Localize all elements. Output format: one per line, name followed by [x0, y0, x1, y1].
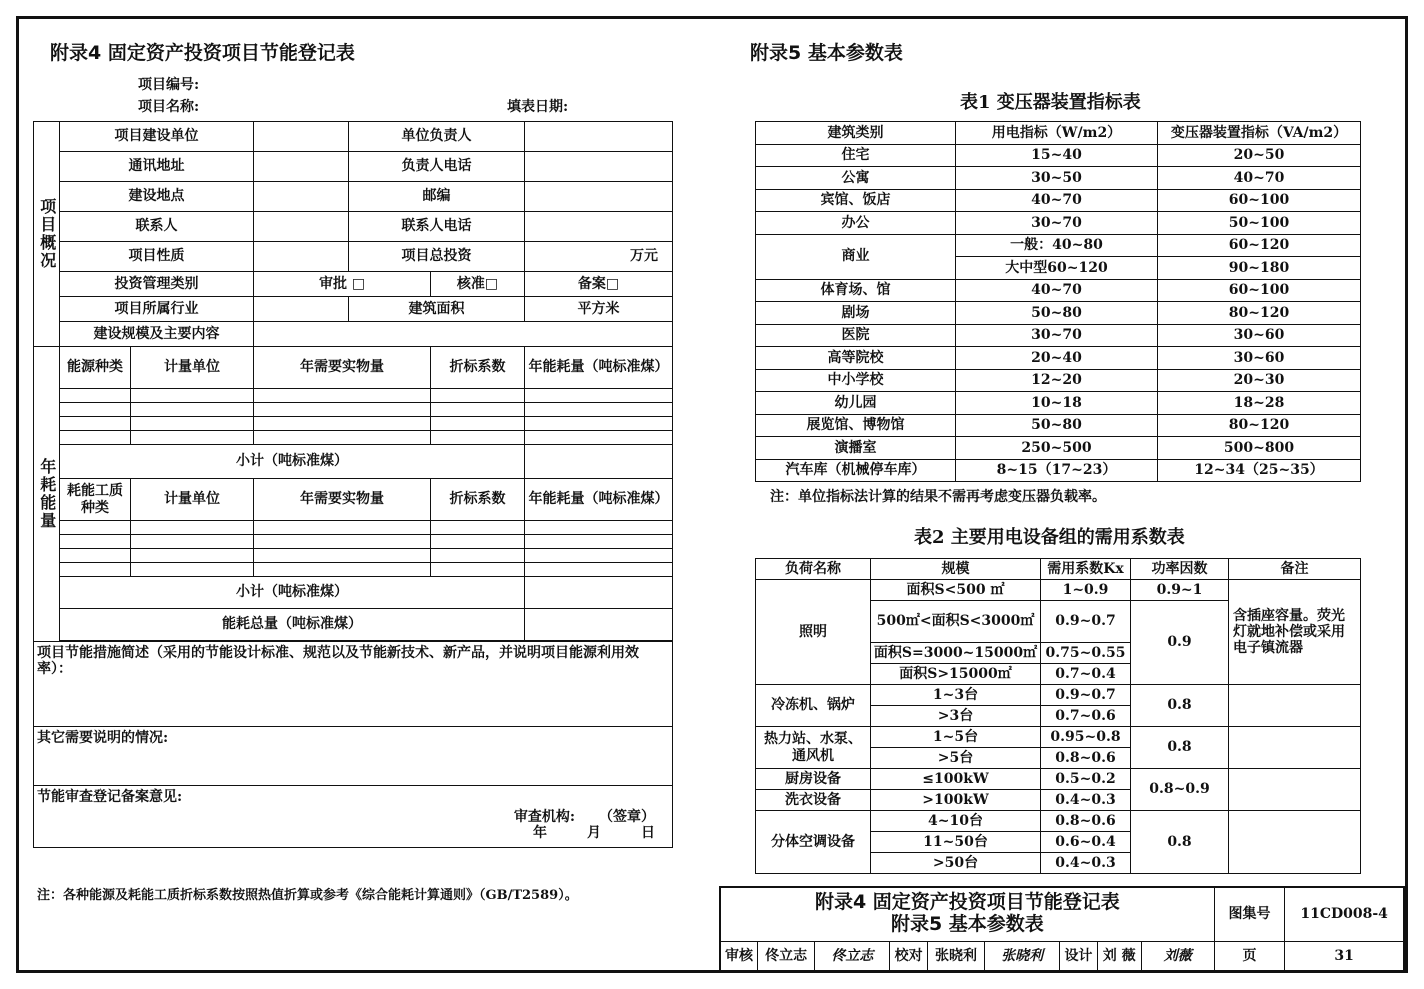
t2-scale: 500㎡<面积S<3000㎡	[871, 601, 1041, 643]
t1-transformer: 60~100	[1158, 189, 1361, 212]
ac-pf: 0.8	[1131, 811, 1229, 874]
t1-type: 医院	[756, 324, 956, 347]
project-name-label: 项目名称:	[138, 99, 200, 115]
energy-cell[interactable]	[131, 417, 254, 431]
medium-kind-header: 耗能工质种类	[60, 479, 131, 521]
checker-name: 张晓利	[927, 941, 984, 971]
table1-note: 注：单位指标法计算的结果不需再考虑变压器负载率。	[770, 489, 1106, 505]
t1-type: 高等院校	[756, 347, 956, 370]
t1-load: 一般：40~80	[956, 234, 1158, 257]
t1-type: 住宅	[756, 144, 956, 167]
energy-kind-header: 能源种类	[60, 347, 131, 389]
energy-cell[interactable]	[431, 431, 525, 445]
medium-cell[interactable]	[131, 521, 254, 535]
title-block-titles	[720, 887, 1214, 941]
review-opinion-field[interactable]	[34, 786, 673, 848]
measures-field[interactable]: 项目节能措施简述（采用的节能设计标准、规范以及节能新技术、新产品，并说明项目能源利用效率）：	[34, 642, 673, 727]
left-footnote: 注：各种能源及耗能工质折标系数按照热值折算或参考《综合能耗计算通则》（GB/T2589）。	[37, 888, 578, 903]
industry-label: 项目所属行业	[60, 297, 254, 322]
energy-cell[interactable]	[431, 403, 525, 417]
t2-scale: 4~10台	[871, 811, 1041, 832]
t2-scale: 面积S=3000~15000㎡	[871, 643, 1041, 664]
t1-transformer: 90~180	[1158, 257, 1361, 280]
head-phone-label: 负责人电话	[349, 152, 525, 182]
title-block-title2: 附录5 基本参数表	[890, 913, 1044, 936]
t1-type: 幼儿园	[756, 392, 956, 415]
energy-label: 年耗能量	[34, 347, 60, 642]
appendix5-title: 附录5 基本参数表	[750, 42, 903, 64]
t1-load: 50~80	[956, 302, 1158, 325]
laundry-kx: 0.4~0.3	[1041, 790, 1131, 811]
contact-phone-value[interactable]	[525, 212, 673, 242]
table2-caption: 表2 主要用电设备组的需用系数表	[914, 527, 1185, 548]
review-org-label: 审查机构:	[513, 809, 576, 826]
scale-label: 建设规模及主要内容	[60, 322, 254, 347]
energy-subtotal-label: 小计（吨标准煤）	[60, 445, 525, 479]
checker-signature: 张晓利	[985, 941, 1060, 971]
medium-unit-header: 计量单位	[131, 479, 254, 521]
t1-load: 大中型60~120	[956, 257, 1158, 280]
medium-annual-header: 年能耗量（吨标准煤）	[525, 479, 673, 521]
review-role-label: 审核	[720, 941, 758, 971]
transformer-table	[755, 121, 1361, 482]
chiller-label: 冷冻机、锅炉	[756, 685, 871, 727]
nature-label: 项目性质	[60, 242, 254, 272]
t1-type: 剧场	[756, 302, 956, 325]
address-value[interactable]	[254, 152, 349, 182]
t1-type: 宾馆、饭店	[756, 189, 956, 212]
medium-cell[interactable]	[254, 563, 431, 577]
t2-kx: 0.8~0.6	[1041, 811, 1131, 832]
t1-type: 商业	[756, 234, 956, 279]
medium-cell[interactable]	[60, 535, 131, 549]
review-label: 节能审查登记备案意见:	[37, 789, 183, 805]
medium-cell[interactable]	[131, 549, 254, 563]
t2-kx: 0.6~0.4	[1041, 832, 1131, 853]
energy-cell[interactable]	[131, 431, 254, 445]
kitchen-kx: 0.5~0.2	[1041, 769, 1131, 790]
t1-header-load: 用电指标（W/m2）	[956, 122, 1158, 145]
t2-kx: 0.9~0.7	[1041, 685, 1131, 706]
wanyuan-unit: 万元	[525, 242, 673, 272]
laundry-label: 洗衣设备	[756, 790, 871, 811]
floor-area-label: 建筑面积	[349, 297, 525, 322]
page-no: 31	[1285, 941, 1404, 971]
t1-load: 40~70	[956, 279, 1158, 302]
medium-cell[interactable]	[60, 521, 131, 535]
t2-scale: 1~3台	[871, 685, 1041, 706]
t1-type: 体育场、馆	[756, 279, 956, 302]
t2-scale: >3台	[871, 706, 1041, 727]
energy-cell[interactable]	[431, 417, 525, 431]
t1-transformer: 80~120	[1158, 414, 1361, 437]
t2-kx: 0.95~0.8	[1041, 727, 1131, 748]
medium-cell[interactable]	[431, 521, 525, 535]
t1-header-type: 建筑类别	[756, 122, 956, 145]
t2-header-kx: 需用系数Kx	[1041, 559, 1131, 580]
fill-date-label: 填表日期:	[507, 99, 569, 115]
t1-type: 展览馆、博物馆	[756, 414, 956, 437]
energy-cell[interactable]	[131, 389, 254, 403]
unit-head-label: 单位负责人	[349, 122, 525, 152]
medium-cell[interactable]	[60, 563, 131, 577]
t1-header-transformer: 变压器装置指标（VA/m2）	[1158, 122, 1361, 145]
medium-cell[interactable]	[254, 535, 431, 549]
nature-value[interactable]	[254, 242, 349, 272]
t1-transformer: 50~100	[1158, 212, 1361, 235]
pump-label: 热力站、水泵、通风机	[756, 727, 871, 769]
medium-cell[interactable]	[525, 549, 673, 563]
medium-cell[interactable]	[525, 521, 673, 535]
t1-transformer: 12~34（25~35）	[1158, 459, 1361, 482]
t1-transformer: 60~120	[1158, 234, 1361, 257]
atlas-label: 图集号	[1214, 887, 1285, 941]
energy-subtotal-value[interactable]	[525, 445, 673, 479]
t1-load: 10~18	[956, 392, 1158, 415]
t1-type: 中小学校	[756, 369, 956, 392]
t2-kx: 0.4~0.3	[1041, 853, 1131, 874]
energy-unit-header: 计量单位	[131, 347, 254, 389]
construction-unit-label: 项目建设单位	[60, 122, 254, 152]
page-label: 页	[1214, 941, 1285, 971]
t2-kx: 0.7~0.6	[1041, 706, 1131, 727]
energy-annual-header: 年能耗量（吨标准煤）	[525, 347, 673, 389]
mgmt-type-label: 投资管理类别	[60, 272, 254, 297]
overview-label: 项目概况	[34, 122, 60, 347]
medium-subtotal-value[interactable]	[525, 577, 673, 609]
energy-cell[interactable]	[60, 431, 131, 445]
title-block	[719, 886, 1405, 972]
t1-transformer: 20~50	[1158, 144, 1361, 167]
medium-cell[interactable]	[431, 563, 525, 577]
medium-coef-header: 折标系数	[431, 479, 525, 521]
energy-qty-header: 年需要实物量	[254, 347, 431, 389]
verify-checkbox[interactable]: 核准□	[431, 272, 525, 297]
energy-cell[interactable]	[131, 403, 254, 417]
medium-subtotal-label: 小计（吨标准煤）	[60, 577, 525, 609]
year-label: 年	[533, 825, 548, 842]
address-label: 通讯地址	[60, 152, 254, 182]
laundry-scale: >100kW	[871, 790, 1041, 811]
head-phone-value[interactable]	[525, 152, 673, 182]
t2-kx: 1~0.9	[1041, 580, 1131, 601]
t2-scale: >50台	[871, 853, 1041, 874]
energy-cell[interactable]	[525, 417, 673, 431]
reviewer-name: 佟立志	[758, 941, 815, 971]
kitchen-scale: ≤100kW	[871, 769, 1041, 790]
site-value[interactable]	[254, 182, 349, 212]
medium-qty-header: 年需要实物量	[254, 479, 431, 521]
approve-checkbox[interactable]: 审批 □	[254, 272, 431, 297]
medium-cell[interactable]	[60, 549, 131, 563]
energy-cell[interactable]	[525, 389, 673, 403]
kitchen-laundry-pf: 0.8~0.9	[1131, 769, 1229, 811]
site-label: 建设地点	[60, 182, 254, 212]
t1-load: 12~20	[956, 369, 1158, 392]
t1-load: 30~50	[956, 167, 1158, 190]
record-checkbox[interactable]: 备案□	[525, 272, 673, 297]
day-label: 日	[641, 825, 656, 842]
ac-note	[1229, 811, 1361, 874]
pump-pf: 0.8	[1131, 727, 1229, 769]
medium-cell[interactable]	[431, 549, 525, 563]
t2-header-pf: 功率因数	[1131, 559, 1229, 580]
t2-scale: >5台	[871, 748, 1041, 769]
design-role-label: 设计	[1060, 941, 1098, 971]
atlas-no: 11CD008-4	[1285, 887, 1404, 941]
energy-cell[interactable]	[254, 431, 431, 445]
t1-type: 演播室	[756, 437, 956, 460]
medium-cell[interactable]	[431, 535, 525, 549]
reviewer-signature: 佟立志	[815, 941, 890, 971]
t2-scale: 面积S<500 ㎡	[871, 580, 1041, 601]
t1-transformer: 30~60	[1158, 347, 1361, 370]
t1-load: 30~70	[956, 212, 1158, 235]
energy-cell[interactable]	[525, 431, 673, 445]
lighting-label: 照明	[756, 580, 871, 685]
t1-load: 15~40	[956, 144, 1158, 167]
t1-transformer: 40~70	[1158, 167, 1361, 190]
energy-cell[interactable]	[525, 403, 673, 417]
other-notes-field[interactable]: 其它需要说明的情况:	[34, 727, 673, 786]
title-block-title1: 附录4 固定资产投资项目节能登记表	[814, 891, 1120, 914]
chiller-note	[1229, 685, 1361, 727]
unit-head-value[interactable]	[525, 122, 673, 152]
demand-factor-table	[755, 558, 1361, 874]
designer-signature: 刘薇	[1141, 941, 1214, 971]
project-no-label: 项目编号:	[138, 77, 200, 93]
t1-type: 办公	[756, 212, 956, 235]
contact-phone-label: 联系人电话	[349, 212, 525, 242]
t2-kx: 0.9~0.7	[1041, 601, 1131, 643]
t2-scale: 1~5台	[871, 727, 1041, 748]
t1-load: 40~70	[956, 189, 1158, 212]
t2-scale: 面积S>15000㎡	[871, 664, 1041, 685]
medium-cell[interactable]	[131, 535, 254, 549]
energy-cell[interactable]	[60, 403, 131, 417]
t1-load: 8~15（17~23）	[956, 459, 1158, 482]
table1-caption: 表1 变压器装置指标表	[960, 92, 1141, 113]
contact-label: 联系人	[60, 212, 254, 242]
medium-cell[interactable]	[525, 563, 673, 577]
energy-coef-header: 折标系数	[431, 347, 525, 389]
t1-transformer: 60~100	[1158, 279, 1361, 302]
t2-kx: 0.7~0.4	[1041, 664, 1131, 685]
t1-transformer: 30~60	[1158, 324, 1361, 347]
postcode-label: 邮编	[349, 182, 525, 212]
lighting-pf: 0.9	[1131, 601, 1229, 685]
lighting-note: 含插座容量。荧光灯就地补偿或采用电子镇流器	[1229, 580, 1361, 685]
medium-cell[interactable]	[254, 521, 431, 535]
chiller-pf: 0.8	[1131, 685, 1229, 727]
t1-load: 20~40	[956, 347, 1158, 370]
t1-load: 30~70	[956, 324, 1158, 347]
t2-header-load: 负荷名称	[756, 559, 871, 580]
t2-kx: 0.8~0.6	[1041, 748, 1131, 769]
medium-cell[interactable]	[131, 563, 254, 577]
energy-cell[interactable]	[60, 417, 131, 431]
medium-cell[interactable]	[525, 535, 673, 549]
energy-cell[interactable]	[431, 389, 525, 403]
check-role-label: 校对	[890, 941, 928, 971]
month-label: 月	[587, 825, 602, 842]
designer-name: 刘 薇	[1097, 941, 1141, 971]
total-invest-label: 项目总投资	[349, 242, 525, 272]
sqm-unit: 平方米	[525, 297, 673, 322]
energy-cell[interactable]	[254, 403, 431, 417]
construction-unit-value[interactable]	[254, 122, 349, 152]
scale-value[interactable]	[254, 322, 673, 347]
kitchen-laundry-note	[1229, 769, 1361, 811]
t1-load: 50~80	[956, 414, 1158, 437]
t1-type: 汽车库（机械停车库）	[756, 459, 956, 482]
t2-kx: 0.75~0.55	[1041, 643, 1131, 664]
energy-cell[interactable]	[60, 389, 131, 403]
contact-value[interactable]	[254, 212, 349, 242]
industry-value[interactable]	[254, 297, 349, 322]
total-value[interactable]	[525, 609, 673, 641]
t1-type: 公寓	[756, 167, 956, 190]
t1-load: 250~500	[956, 437, 1158, 460]
t2-pf: 0.9~1	[1131, 580, 1229, 601]
pump-note	[1229, 727, 1361, 769]
medium-cell[interactable]	[254, 549, 431, 563]
appendix4-title: 附录4 固定资产投资项目节能登记表	[50, 42, 355, 64]
ac-label: 分体空调设备	[756, 811, 871, 874]
energy-cell[interactable]	[254, 417, 431, 431]
t1-transformer: 500~800	[1158, 437, 1361, 460]
t2-header-note: 备注	[1229, 559, 1361, 580]
registration-form	[33, 121, 673, 848]
postcode-value[interactable]	[525, 182, 673, 212]
energy-cell[interactable]	[254, 389, 431, 403]
seal-label: （签章）	[599, 809, 656, 826]
t2-header-scale: 规模	[871, 559, 1041, 580]
t1-transformer: 20~30	[1158, 369, 1361, 392]
t2-scale: 11~50台	[871, 832, 1041, 853]
total-label: 能耗总量（吨标准煤）	[60, 609, 525, 641]
t1-transformer: 18~28	[1158, 392, 1361, 415]
kitchen-label: 厨房设备	[756, 769, 871, 790]
t1-transformer: 80~120	[1158, 302, 1361, 325]
